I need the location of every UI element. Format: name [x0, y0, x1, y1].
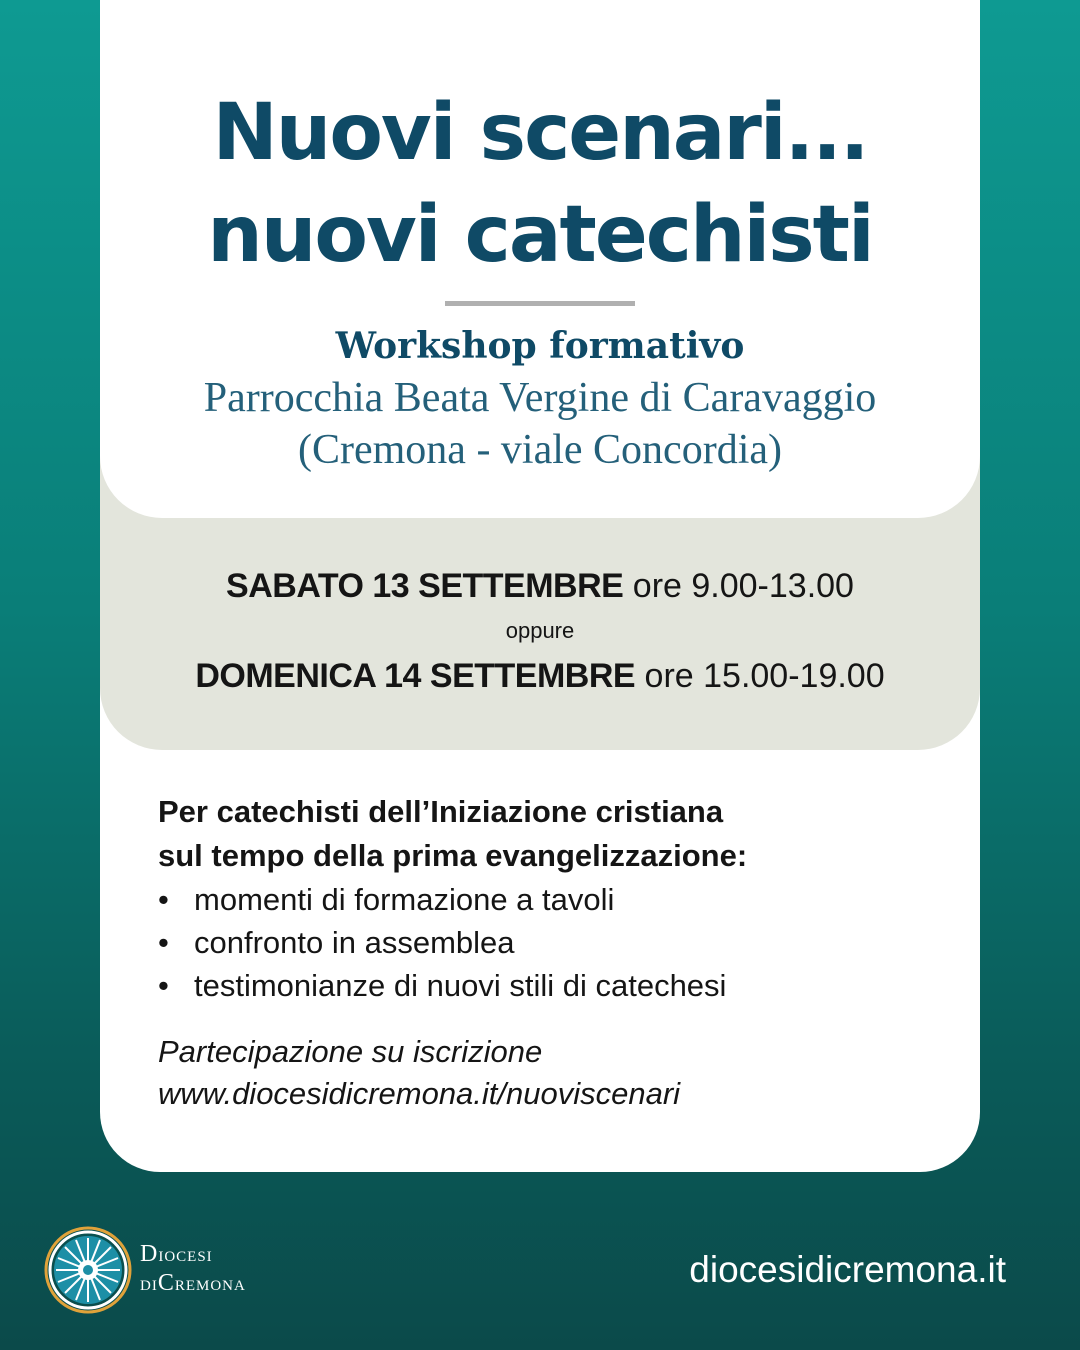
venue-line-2: (Cremona - viale Concordia) [298, 427, 782, 473]
website-link[interactable]: diocesidicremona.it [689, 1249, 1006, 1290]
venue [100, 372, 980, 476]
audience-description [158, 790, 958, 878]
diocese-logo [44, 1220, 284, 1320]
header-card [100, 0, 980, 518]
logo-text-part: REMONA [174, 1278, 246, 1294]
diocese-rosette-icon [44, 1226, 132, 1314]
workshop-info [158, 790, 958, 1115]
date-1-time: ore 9.00-13.00 [632, 567, 854, 605]
venue-line-1: Parrocchia Beata Vergine di Caravaggio [203, 375, 877, 421]
title-line-1: Nuovi scenari... [212, 88, 868, 178]
date-option-1 [100, 560, 980, 612]
page-title [100, 82, 980, 286]
logo-text-part: DI [140, 1278, 158, 1294]
logo-text-part: IOCESI [158, 1249, 213, 1265]
activity-list [158, 878, 958, 1007]
title-divider [445, 301, 635, 306]
registration-link[interactable]: www.diocesidicremona.it/nuoviscenari [158, 1076, 681, 1111]
registration-text: Partecipazione su iscrizione [158, 1034, 543, 1069]
date-separator: oppure [505, 618, 575, 643]
date-1-day: SABATO 13 SETTEMBRE [226, 567, 624, 605]
audience-line-2: sul tempo della prima evangelizzazione: [158, 838, 748, 873]
date-2-day: DOMENICA 14 SETTEMBRE [195, 657, 636, 695]
title-line-2: nuovi catechisti [207, 190, 873, 280]
list-item: • confronto in assemblea [158, 921, 958, 964]
logo-letter: D [140, 1241, 159, 1267]
registration-note [158, 1031, 958, 1115]
logo-letter: C [157, 1270, 175, 1296]
date-2-time: ore 15.00-19.00 [644, 657, 885, 695]
logo-wordmark [140, 1241, 246, 1299]
schedule [100, 560, 980, 702]
list-item: • momenti di formazione a tavoli [158, 878, 958, 921]
date-option-2 [100, 650, 980, 702]
list-item: • testimonianze di nuovi stili di catechesi [158, 964, 958, 1007]
workshop-subtitle: Workshop formativo [335, 325, 745, 367]
audience-line-1: Per catechisti dell’Iniziazione cristiana [158, 794, 724, 829]
